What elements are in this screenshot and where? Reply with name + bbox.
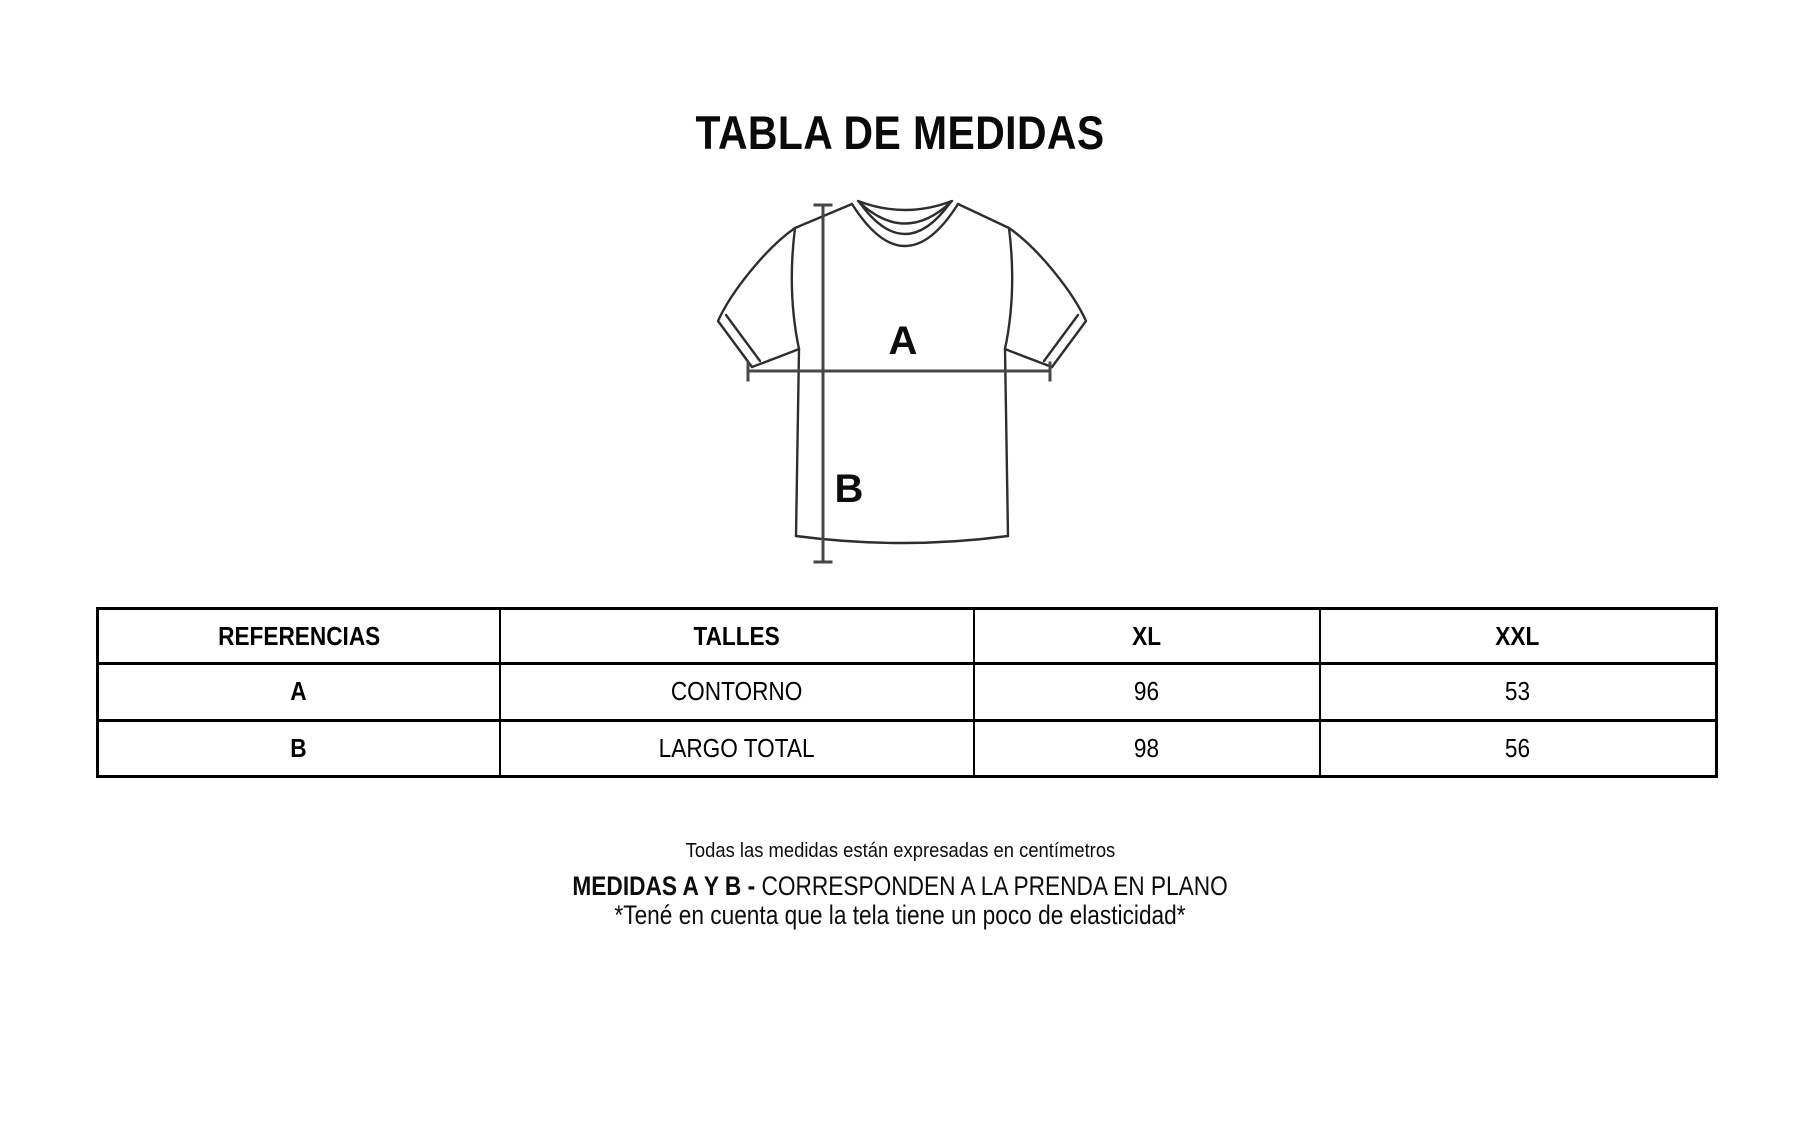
table-row-a bbox=[98, 664, 1717, 721]
note-elasticity: *Tené en cuenta que la tela tiene un poco de elasticidad* bbox=[614, 900, 1186, 930]
cell-contorno-xxl: 53 bbox=[1320, 664, 1717, 721]
cell-measure-contorno: CONTORNO bbox=[500, 664, 974, 721]
tshirt-diagram-svg bbox=[690, 185, 1110, 585]
note-measures-bold: MEDIDAS A Y B - bbox=[572, 871, 756, 901]
note-measures bbox=[0, 871, 1800, 902]
collar-top-curve bbox=[858, 201, 952, 210]
measure-label-b: B bbox=[834, 467, 864, 511]
page-title bbox=[0, 105, 1800, 160]
table-row-b bbox=[98, 720, 1717, 777]
page-title-text: TABLA DE MEDIDAS bbox=[695, 106, 1105, 160]
size-table-header-row bbox=[98, 609, 1717, 664]
header-xl: XL bbox=[974, 609, 1320, 664]
header-xxl: XXL bbox=[1320, 609, 1717, 664]
cell-ref-b: B bbox=[98, 720, 500, 777]
note-units: Todas las medidas están expresadas en centímetros bbox=[685, 840, 1115, 862]
measure-label-a: A bbox=[888, 319, 918, 363]
cell-contorno-xl: 96 bbox=[974, 664, 1320, 721]
cell-ref-a: A bbox=[98, 664, 500, 721]
cell-measure-largo: LARGO TOTAL bbox=[500, 720, 974, 777]
note-measures-text bbox=[572, 871, 1227, 902]
tshirt-silhouette bbox=[718, 204, 1086, 543]
cell-largo-xxl: 56 bbox=[1320, 720, 1717, 777]
tshirt-diagram bbox=[690, 185, 1110, 585]
header-talles: TALLES bbox=[500, 609, 974, 664]
header-referencias: REFERENCIAS bbox=[98, 609, 500, 664]
note-measures-rest: CORRESPONDEN A LA PRENDA EN PLANO bbox=[755, 871, 1228, 901]
size-table bbox=[96, 607, 1718, 778]
cell-largo-xl: 98 bbox=[974, 720, 1320, 777]
